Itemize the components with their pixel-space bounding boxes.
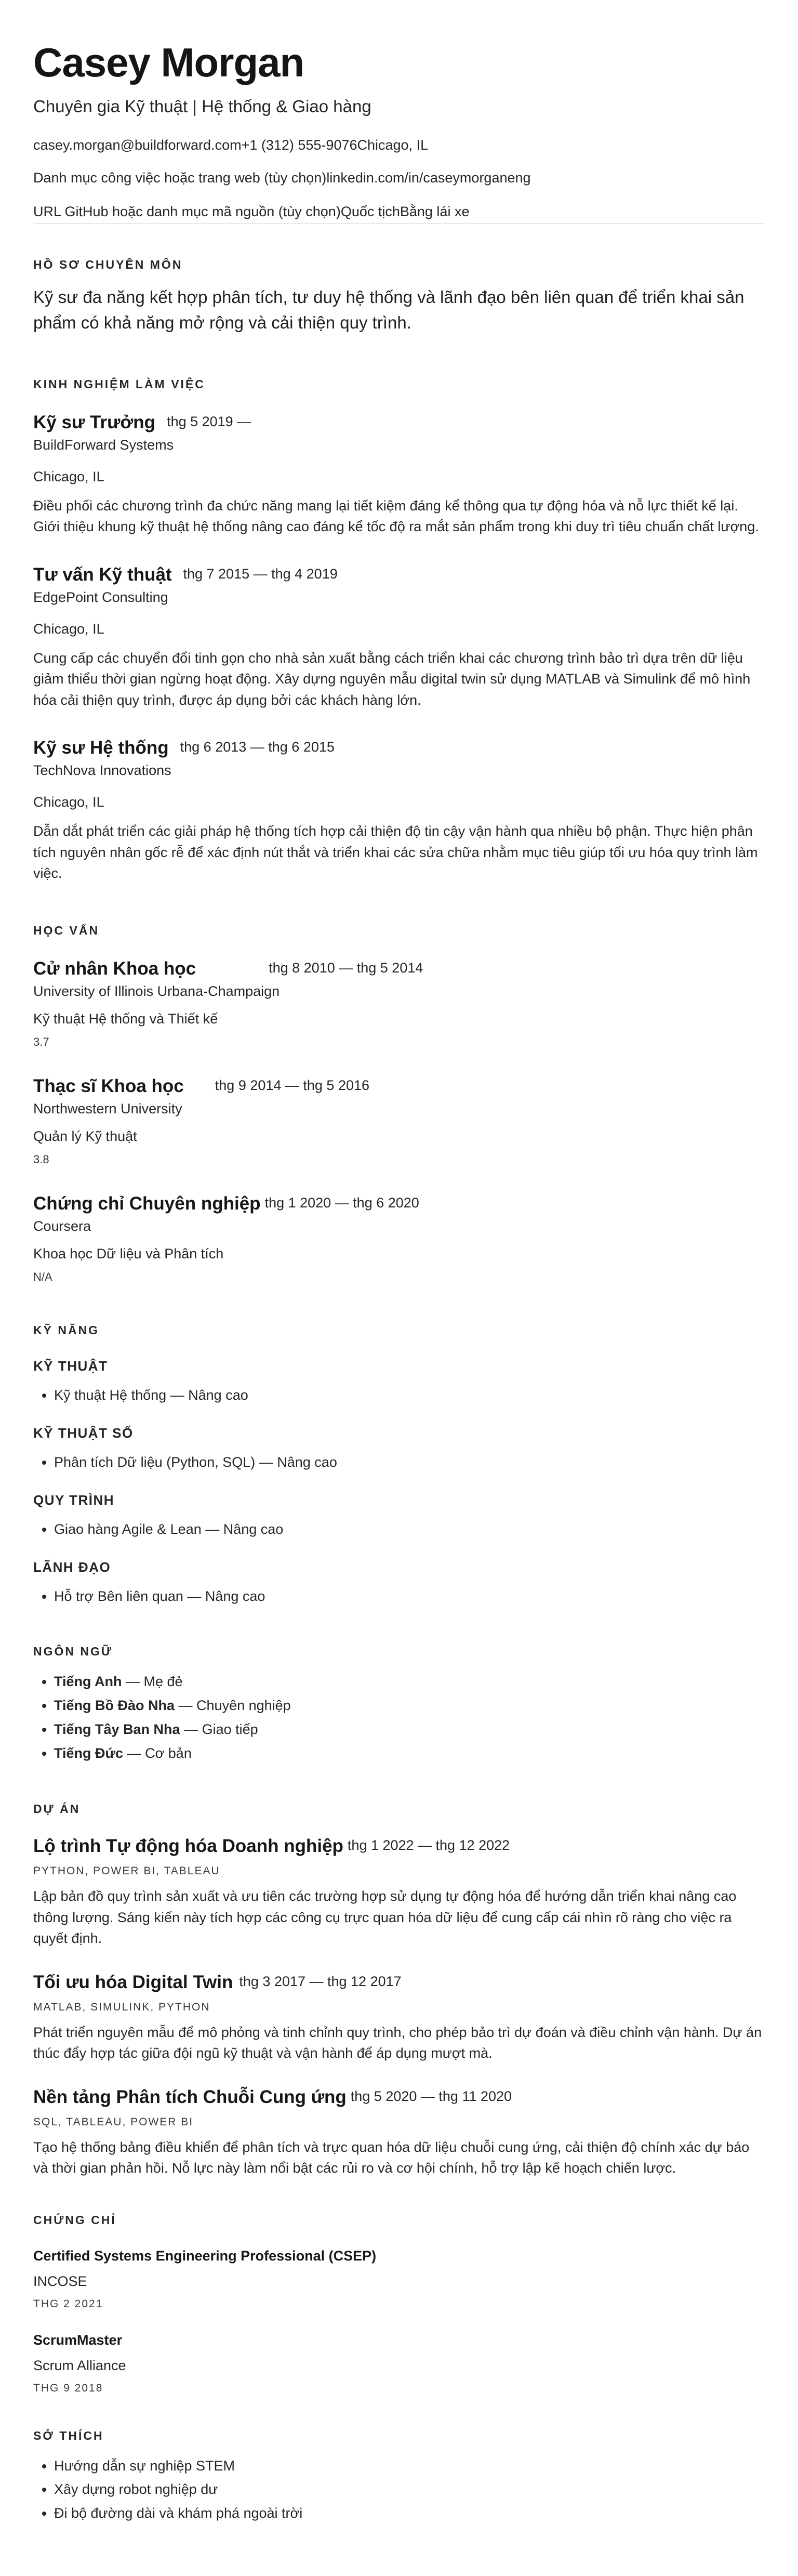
- project-item: [33, 1836, 765, 1949]
- degree-title: Chứng chỉ Chuyên nghiệp: [33, 1193, 261, 1214]
- language-item: [54, 1742, 765, 1766]
- linkedin-link[interactable]: linkedin.com/in/caseymorganeng: [326, 169, 531, 186]
- language-level: — Giao tiếp: [180, 1721, 258, 1738]
- certification-date: THG 2 2021: [33, 2297, 103, 2310]
- interest-item: • Hướng dẫn sự nghiệp STEM: [54, 2454, 765, 2478]
- language-name: Tiếng Anh: [54, 1674, 122, 1690]
- company-name: EdgePoint Consulting: [33, 589, 168, 605]
- skill-category: KỸ THUẬT: [33, 1358, 108, 1374]
- job-description: Điều phối các chương trình đa chức năng mang lại tiết kiệm đáng kể thông qua tự động hóa và nỗ lực thiết kế lại. Giới thiệu khung kỹ thuật hệ thống nâng cao đáng kể tốc độ ra mắt sản phẩm trong khi duy trì tiêu chuẩn chất lượng.: [33, 497, 759, 535]
- project-name: Tối ưu hóa Digital Twin: [33, 1972, 233, 1992]
- company-name: BuildForward Systems: [33, 437, 174, 453]
- skill-category: LÃNH ĐẠO: [33, 1559, 111, 1575]
- project-description: Lập bản đồ quy trình sản xuất và ưu tiên các trường hợp sử dụng tự động hóa để hướng dẫn triển khai nâng cao thông lượng. Sáng kiến này tích hợp các công cụ trực quan hóa dữ liệu để cung cấp cái nhìn rõ ràng cho việc ra quyết định.: [33, 1888, 737, 1947]
- job-dates: thg 7 2015 — thg 4 2019: [183, 566, 338, 582]
- skill-item: • Giao hàng Agile & Lean — Nâng cao: [54, 1518, 765, 1542]
- certification-item: [33, 2332, 765, 2395]
- license-text: Bằng lái xe: [400, 203, 470, 219]
- skill-item: • Hỗ trợ Bên liên quan — Nâng cao: [54, 1585, 765, 1609]
- skill-list: [33, 1451, 765, 1475]
- job-dates: thg 5 2019 —: [167, 413, 251, 429]
- section-title-languages: NGÔN NGỮ: [33, 1645, 113, 1659]
- education-dates: thg 1 2020 — thg 6 2020: [264, 1194, 419, 1211]
- project-name: Lộ trình Tự động hóa Doanh nghiệp: [33, 1836, 343, 1857]
- phone-text: +1 (312) 555-9076: [241, 137, 357, 153]
- job-description: Dẫn dắt phát triển các giải pháp hệ thống tích hợp cải thiện độ tin cậy vận hành qua nhiều bộ phận. Thực hiện phân tích nguyên nhân gốc rễ để xác định nút thắt và triển khai các sửa chữa nhằm mục tiêu giúp tối ưu hóa quy trình làm việc.: [33, 823, 758, 882]
- grade-text: N/A: [33, 1270, 52, 1283]
- nationality-text: Quốc tịch: [340, 203, 400, 219]
- job-title: Kỹ sư Hệ thống: [33, 738, 169, 758]
- section-title-skills: KỸ NĂNG: [33, 1323, 100, 1337]
- field-of-study: Quản lý Kỹ thuật: [33, 1128, 137, 1144]
- job-dates: thg 6 2013 — thg 6 2015: [180, 739, 335, 755]
- school-name: University of Illinois Urbana-Champaign: [33, 983, 280, 999]
- company-name: TechNova Innovations: [33, 763, 171, 779]
- language-level: — Chuyên nghiệp: [175, 1698, 291, 1714]
- github-link[interactable]: URL GitHub hoặc danh mục mã nguồn (tùy chọn): [33, 203, 341, 219]
- section-title-summary: HỒ SƠ CHUYÊN MÔN: [33, 257, 183, 271]
- summary-text: Kỹ sư đa năng kết hợp phân tích, tư duy hệ thống và lãnh đạo bên liên quan để triển khai sản phẩm có khả năng mở rộng và cải thiện quy trình.: [33, 287, 744, 333]
- language-name: Tiếng Bồ Đào Nha: [54, 1698, 175, 1714]
- interest-item: • Xây dựng robot nghiệp dư: [54, 2478, 765, 2502]
- skill-list: [33, 1585, 765, 1609]
- project-item: [33, 1972, 765, 2064]
- section-title-education: HỌC VẤN: [33, 923, 100, 937]
- language-level: — Cơ bản: [123, 1745, 192, 1762]
- education-item: [33, 958, 765, 1049]
- project-tools: SQL, TABLEAU, POWER BI: [33, 2115, 194, 2128]
- degree-title: Thạc sĩ Khoa học: [33, 1075, 184, 1096]
- job-title: Tư vấn Kỹ thuật: [33, 564, 172, 585]
- location-text: Chicago, IL: [357, 137, 429, 153]
- project-dates: thg 5 2020 — thg 11 2020: [350, 2088, 512, 2104]
- school-name: Northwestern University: [33, 1100, 182, 1116]
- job-description: Cung cấp các chuyển đổi tinh gọn cho nhà sản xuất bằng cách triển khai các chương trình bảo trì dựa trên dữ liệu giảm thiểu thời gian ngừng hoạt động. Xây dựng nguyên mẫu digital twin sử dụng MATLAB và Simulink để mô hình hóa cải thiện quy trình, được áp dụng bởi các khách hàng lớn.: [33, 650, 751, 708]
- certification-name: Certified Systems Engineering Professional (CSEP): [33, 2248, 377, 2264]
- job-location: Chicago, IL: [33, 621, 104, 637]
- skill-item: • Phân tích Dữ liệu (Python, SQL) — Nâng cao: [54, 1451, 765, 1475]
- field-of-study: Khoa học Dữ liệu và Phân tích: [33, 1245, 224, 1261]
- project-tools: MATLAB, SIMULINK, PYTHON: [33, 2001, 210, 2013]
- education-item: [33, 1193, 765, 1284]
- degree-title: Cử nhân Khoa học: [33, 958, 196, 979]
- skill-category: QUY TRÌNH: [33, 1492, 115, 1508]
- section-title-interests: SỞ THÍCH: [33, 2428, 104, 2442]
- skill-category: KỸ THUẬT SỐ: [33, 1425, 134, 1441]
- email-link[interactable]: casey.morgan@buildforward.com: [33, 137, 242, 153]
- certification-name: ScrumMaster: [33, 2332, 123, 2348]
- education-item: [33, 1076, 765, 1166]
- job-location: Chicago, IL: [33, 468, 104, 484]
- experience-item: [33, 412, 765, 537]
- project-dates: thg 3 2017 — thg 12 2017: [239, 1973, 402, 1989]
- language-name: Tiếng Đức: [54, 1745, 124, 1762]
- section-title-experience: KINH NGHIỆM LÀM VIỆC: [33, 377, 205, 391]
- language-item: [54, 1718, 765, 1742]
- section-title-certifications: CHỨNG CHỈ: [33, 2213, 116, 2227]
- candidate-name: Casey Morgan: [33, 40, 304, 85]
- language-name: Tiếng Tây Ban Nha: [54, 1721, 180, 1738]
- header-divider: [33, 223, 765, 224]
- language-list: [33, 1670, 765, 1766]
- contact-line-extra: [33, 204, 765, 220]
- certification-date: THG 9 2018: [33, 2382, 103, 2394]
- project-description: Tạo hệ thống bảng điều khiển để phân tích và trực quan hóa dữ liệu chuỗi cung ứng, cải thiện độ chính xác dự báo và thời gian phản hồi. Nỗ lực này làm nổi bật các rủi ro và cơ hội chính, hỗ trợ lập kế hoạch chiến lược.: [33, 2139, 750, 2176]
- grade-text: 3.8: [33, 1152, 49, 1166]
- grade-text: 3.7: [33, 1035, 49, 1048]
- language-item: [54, 1670, 765, 1694]
- project-name: Nền tảng Phân tích Chuỗi Cung ứng: [33, 2086, 347, 2107]
- skill-item: • Kỹ thuật Hệ thống — Nâng cao: [54, 1384, 765, 1408]
- experience-item: [33, 738, 765, 884]
- project-description: Phát triển nguyên mẫu để mô phỏng và tinh chỉnh quy trình, cho phép bảo trì dự đoán và điều chỉnh vận hành. Dự án thúc đẩy hợp tác giữa đội ngũ kỹ thuật và vận hành để áp dụng mượt mà.: [33, 2024, 762, 2061]
- section-title-projects: DỰ ÁN: [33, 1802, 81, 1816]
- experience-item: [33, 564, 765, 711]
- headline: Chuyên gia Kỹ thuật | Hệ thống & Giao hàng: [33, 96, 371, 116]
- skill-list: [33, 1384, 765, 1408]
- job-title: Kỹ sư Trưởng: [33, 412, 156, 432]
- portfolio-link[interactable]: Danh mục công việc hoặc trang web (tùy chọn): [33, 169, 327, 186]
- contact-line-primary: [33, 137, 765, 153]
- certification-issuer: Scrum Alliance: [33, 2357, 126, 2373]
- project-tools: PYTHON, POWER BI, TABLEAU: [33, 1865, 220, 1877]
- job-location: Chicago, IL: [33, 794, 104, 810]
- education-dates: thg 8 2010 — thg 5 2014: [269, 960, 423, 976]
- school-name: Coursera: [33, 1218, 91, 1234]
- project-item: [33, 2087, 765, 2179]
- field-of-study: Kỹ thuật Hệ thống và Thiết kế: [33, 1010, 218, 1027]
- certification-item: [33, 2248, 765, 2310]
- language-level: — Mẹ đẻ: [122, 1674, 183, 1690]
- interest-list: [33, 2454, 765, 2526]
- contact-line-links: [33, 170, 765, 186]
- education-dates: thg 9 2014 — thg 5 2016: [215, 1077, 370, 1093]
- skill-list: [33, 1518, 765, 1542]
- interest-item: • Đi bộ đường dài và khám phá ngoài trời: [54, 2502, 765, 2526]
- project-dates: thg 1 2022 — thg 12 2022: [347, 1837, 510, 1854]
- language-item: [54, 1694, 765, 1718]
- certification-issuer: INCOSE: [33, 2273, 87, 2289]
